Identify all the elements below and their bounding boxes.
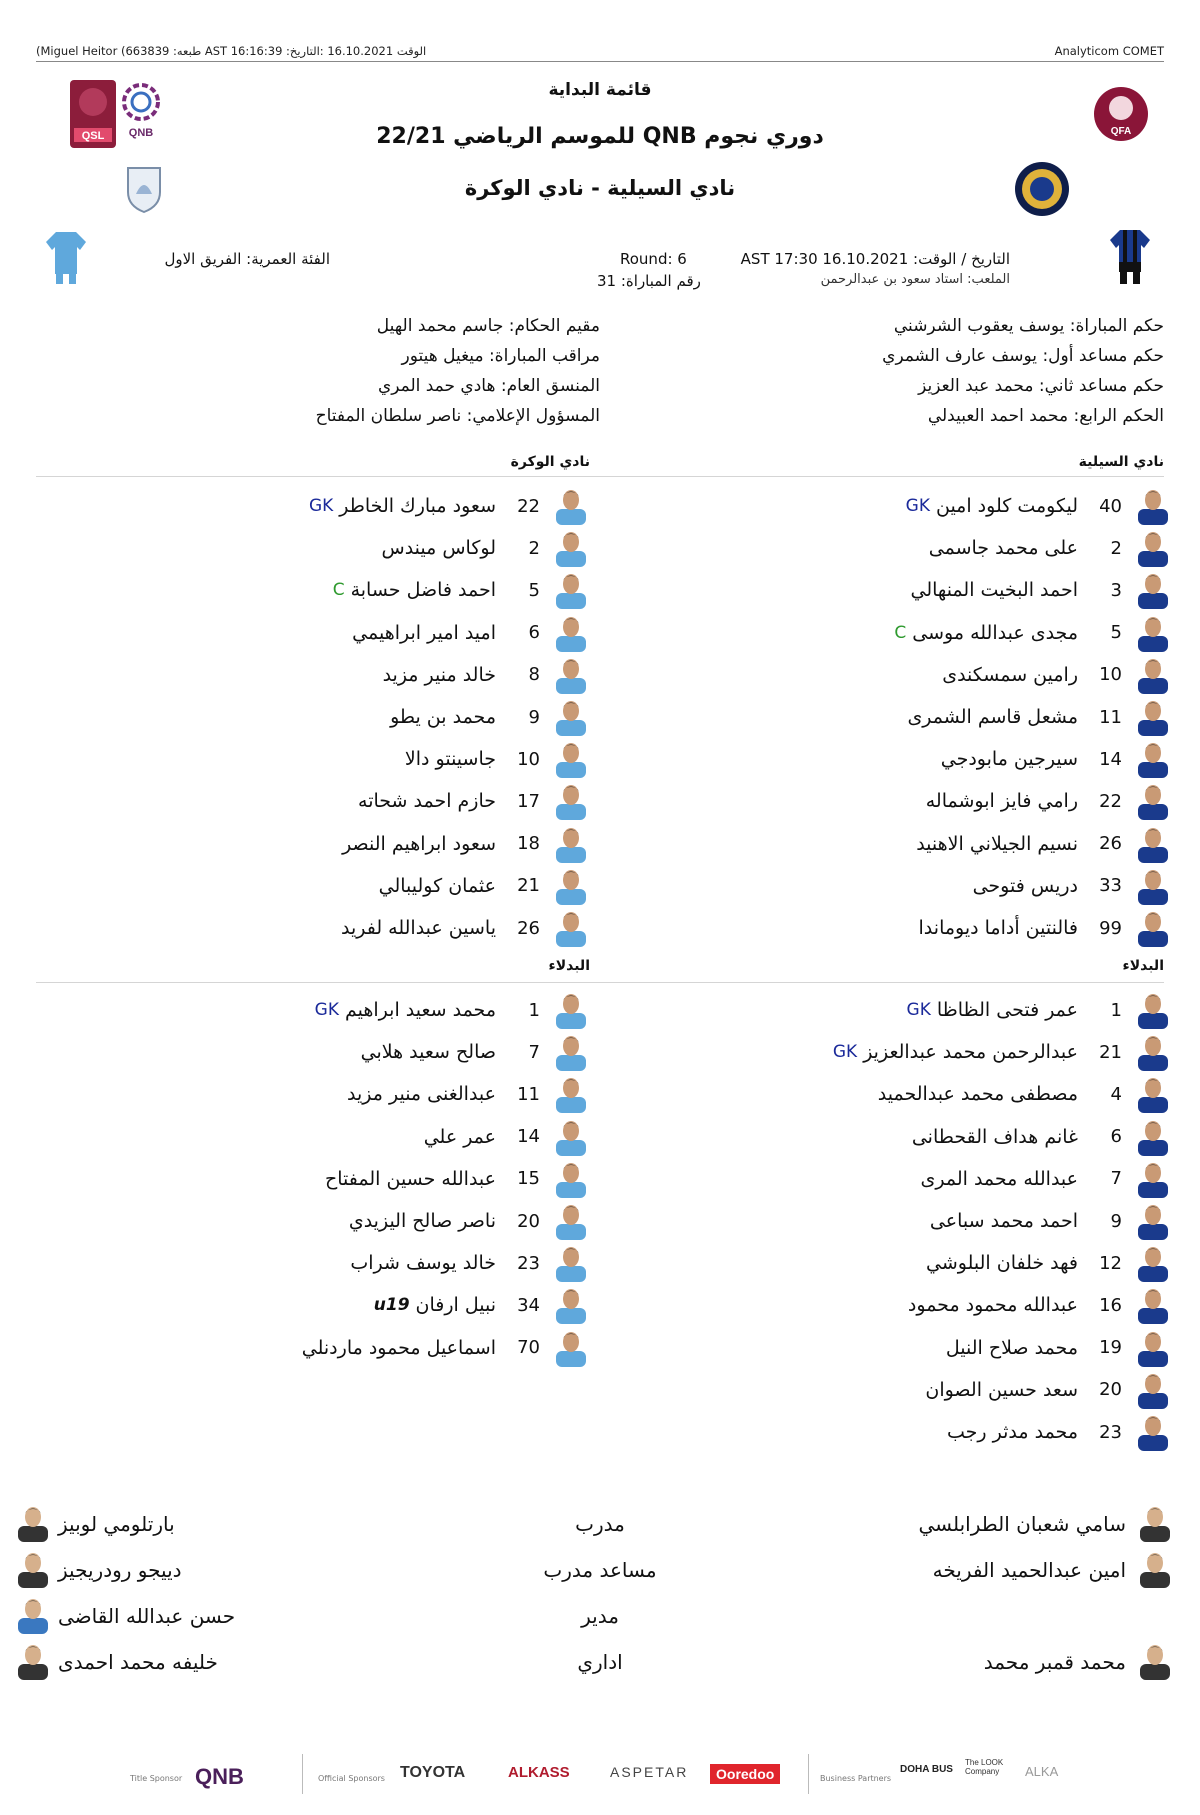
player-name: خالد منير مزيد [382, 663, 496, 686]
player-name: دريس فتوحى [972, 874, 1078, 897]
player-number: 7 [1110, 1168, 1122, 1190]
away-sub-row [48, 1076, 588, 1112]
player-number: 16 [1099, 1294, 1122, 1316]
player-photo [1136, 1413, 1170, 1451]
player-photo [1136, 1118, 1170, 1156]
player-photo [1136, 1033, 1170, 1071]
player-photo [1136, 740, 1170, 778]
player-photo [1136, 867, 1170, 905]
away-kit-icon [46, 230, 86, 286]
ooredoo-sponsor-logo: Ooredoo [710, 1764, 780, 1784]
player-photo [1136, 571, 1170, 609]
player-name: رامي فايز ابوشماله [925, 790, 1078, 813]
print-info-bar [36, 42, 1164, 62]
player-number: 26 [1099, 833, 1122, 855]
player-number: 7 [528, 1041, 540, 1063]
player-name: فالنتين أداما ديوماندا [918, 917, 1078, 939]
player-name: سعود ابراهيم النصر [342, 832, 496, 855]
player-number: 11 [517, 1083, 540, 1105]
player-name: احمد البخيت المنهالي [910, 579, 1078, 602]
player-photo [554, 698, 588, 736]
official-assistant-2: حكم مساعد ثاني: محمد عبد العزيز [918, 376, 1164, 396]
player-photo [554, 1160, 588, 1198]
home-sub-row [630, 1245, 1170, 1281]
official-coordinator: المنسق العام: هادي حمد المري [377, 376, 600, 396]
qsl-logo-text: QSL [81, 130, 105, 142]
player-number: 14 [1099, 748, 1122, 770]
home-subs-header: البدلاء [1122, 958, 1164, 974]
sponsor-divider [808, 1754, 809, 1794]
player-photo [1136, 1160, 1170, 1198]
home-team-header: نادي السيلية [1078, 454, 1164, 470]
player-photo [554, 1033, 588, 1071]
player-name: محمد صلاح النيل [945, 1336, 1078, 1359]
player-number: 26 [517, 917, 540, 939]
away-sub-row [48, 1119, 588, 1155]
away-starter-row [48, 741, 588, 777]
player-number: 2 [1110, 537, 1122, 559]
away-starter-row [48, 783, 588, 819]
home-starter-row [630, 699, 1170, 735]
player-name: عمر علي [423, 1125, 496, 1148]
staff-photo [1138, 1504, 1172, 1546]
staff-photo [16, 1550, 50, 1592]
player-number: 15 [517, 1168, 540, 1190]
player-number: 2 [528, 537, 540, 559]
player-number: 10 [517, 748, 540, 770]
staff-photo [1138, 1550, 1172, 1592]
home-kit-icon [1110, 228, 1150, 286]
player-name: ليكومت كلود امين [935, 495, 1078, 517]
player-photo [1136, 825, 1170, 863]
player-number: 12 [1099, 1252, 1122, 1274]
player-number: 14 [517, 1126, 540, 1148]
staff-role: مدرب [575, 1512, 625, 1536]
sponsor-bar [120, 1752, 1080, 1802]
home-starter-row [630, 741, 1170, 777]
player-number: 21 [1099, 1041, 1122, 1063]
home-sub-row [630, 1414, 1170, 1450]
player-photo [554, 909, 588, 947]
home-sub-row [630, 1330, 1170, 1366]
away-staff-name: بارتلومي لوبيز [58, 1512, 175, 1536]
home-sub-row [630, 1034, 1170, 1070]
player-photo [1136, 1075, 1170, 1113]
player-name: عبدالله محمد المرى [920, 1167, 1078, 1190]
match-number: رقم المباراة: 31 [597, 272, 701, 290]
player-photo [554, 614, 588, 652]
player-name: جاسينتو دالا [404, 748, 496, 771]
player-number: 18 [517, 833, 540, 855]
alkass-sponsor-logo: ALKASS [508, 1764, 570, 1781]
player-photo [1136, 1244, 1170, 1282]
player-name: فهد خلفان البلوشي [926, 1252, 1078, 1275]
player-photo [1136, 656, 1170, 694]
staff-photo [16, 1596, 50, 1638]
away-starter-row [48, 572, 588, 608]
official-assessor: مقيم الحكام: جاسم محمد الهيل [376, 316, 600, 336]
player-name: سيرجين مابودجي [940, 748, 1078, 771]
player-photo [554, 1329, 588, 1367]
official-media: المسؤول الإعلامي: ناصر سلطان المفتاح [315, 406, 600, 426]
home-sub-row [630, 1287, 1170, 1323]
home-starter-row [630, 615, 1170, 651]
title-sponsor-label: Title Sponsor [130, 1774, 183, 1783]
player-number: 6 [1110, 1126, 1122, 1148]
player-photo [554, 867, 588, 905]
away-sub-row [48, 1330, 588, 1366]
player-name: سعد حسين الصوان [925, 1378, 1078, 1401]
player-number: 9 [528, 706, 540, 728]
player-number: 23 [517, 1252, 540, 1274]
player-name: عبدالله محمود محمود [907, 1294, 1078, 1317]
home-sub-row [630, 1076, 1170, 1112]
player-name: مجدى عبدالله موسى [912, 621, 1078, 644]
player-number: 40 [1099, 495, 1122, 517]
player-photo [554, 1075, 588, 1113]
player-name: حازم احمد شحاته [358, 790, 496, 813]
player-number: 34 [517, 1294, 540, 1316]
player-number: 20 [517, 1210, 540, 1232]
provider-label: Analyticom COMET [1054, 44, 1164, 58]
player-name: ياسين عبدالله لفريد [340, 917, 496, 939]
away-sub-row [48, 1203, 588, 1239]
player-photo [554, 1118, 588, 1156]
player-number: 70 [517, 1337, 540, 1359]
player-number: 20 [1099, 1379, 1122, 1401]
player-photo [554, 656, 588, 694]
player-name: محمد سعيد ابراهيم [345, 999, 496, 1021]
goalkeeper-tag: GK [905, 496, 930, 516]
player-number: 3 [1110, 579, 1122, 601]
match-title: نادي السيلية - نادي الوكرة [464, 176, 736, 200]
u19-tag: u19 [373, 1295, 410, 1316]
player-number: 11 [1099, 706, 1122, 728]
away-starter-row [48, 826, 588, 862]
player-number: 6 [528, 622, 540, 644]
away-staff-name: خليفه محمد احمدى [58, 1650, 218, 1674]
aspetar-sponsor-logo: ASPETAR [610, 1764, 689, 1780]
sponsor-divider [302, 1754, 303, 1794]
away-starter-row [48, 868, 588, 904]
player-photo [1136, 991, 1170, 1029]
away-starter-row [48, 615, 588, 651]
player-photo [1136, 909, 1170, 947]
player-number: 33 [1099, 875, 1122, 897]
home-starter-row [630, 868, 1170, 904]
player-photo [554, 571, 588, 609]
player-photo [1136, 782, 1170, 820]
player-name: سعود مبارك الخاطر [339, 495, 496, 517]
player-number: 1 [1110, 999, 1122, 1021]
player-number: 5 [1110, 622, 1122, 644]
official-referee: حكم المباراة: يوسف يعقوب الشرشني [893, 316, 1164, 336]
player-name: صالح سعيد هلابي [360, 1041, 496, 1064]
qnb-sponsor-logo: QNB [195, 1764, 244, 1789]
goalkeeper-tag: GK [906, 1000, 931, 1020]
official-assistant-1: حكم مساعد أول: يوسف عارف الشمري [882, 346, 1164, 366]
away-staff-name: حسن عبدالله القاضى [58, 1604, 236, 1628]
home-staff-name: سامي شعبان الطرابلسي [918, 1512, 1126, 1536]
home-starter-row [630, 783, 1170, 819]
home-starter-row [630, 572, 1170, 608]
player-name: عثمان كوليبالي [378, 874, 496, 897]
player-name: عبدالغنى منير مزيد [347, 1083, 496, 1106]
print-info: (Miguel Heitor (663839 :طبعه AST 16:16:39 :الوقت 16.10.2021 :التاريخ [36, 44, 427, 58]
league-title: دوري نجوم QNB للموسم الرياضي 22/21 [376, 124, 824, 149]
player-photo [554, 825, 588, 863]
player-photo [1136, 1329, 1170, 1367]
player-photo [1136, 487, 1170, 525]
player-number: 19 [1099, 1337, 1122, 1359]
goalkeeper-tag: GK [308, 496, 334, 516]
player-photo [1136, 698, 1170, 736]
staff-role: مساعد مدرب [543, 1558, 657, 1582]
qnb-logo-text: QNB [128, 127, 154, 139]
player-name: نبيل ارفان [415, 1294, 496, 1317]
player-name: ناصر صالح اليزيدي [348, 1210, 496, 1232]
away-starter-row [48, 488, 588, 524]
home-sub-row [630, 1203, 1170, 1239]
player-photo [554, 487, 588, 525]
staff-role: اداري [577, 1650, 623, 1674]
player-photo [554, 1202, 588, 1240]
goalkeeper-tag: GK [314, 1000, 339, 1020]
away-sub-row [48, 1245, 588, 1281]
home-starter-row [630, 910, 1170, 946]
player-number: 9 [1110, 1210, 1122, 1232]
stadium: الملعب: استاد سعود بن عبدالرحمن [820, 272, 1010, 287]
official-match-commissioner: مراقب المباراة: ميغيل هيتور [401, 346, 600, 366]
home-staff-name: امين عبدالحميد الفريخه [932, 1558, 1126, 1582]
look-company-sponsor-logo: The LOOK Company [965, 1758, 1004, 1776]
player-number: 21 [517, 875, 540, 897]
player-number: 5 [528, 579, 540, 601]
home-starter-row [630, 530, 1170, 566]
player-name: رامين سمسكندى [942, 663, 1078, 686]
home-sub-row [630, 992, 1170, 1028]
home-staff-name: محمد قمبر محمد [983, 1650, 1126, 1674]
player-photo [554, 740, 588, 778]
player-photo [1136, 529, 1170, 567]
player-photo [1136, 1202, 1170, 1240]
player-name: احمد محمد سباعى [929, 1210, 1078, 1232]
divider [36, 982, 1164, 983]
player-number: 99 [1099, 917, 1122, 939]
home-sub-row [630, 1119, 1170, 1155]
staff-photo [16, 1642, 50, 1684]
away-sub-row [48, 992, 588, 1028]
player-name: اسماعيل محمود ماردنلي [301, 1336, 496, 1359]
business-partners-label: Business Partners [820, 1774, 892, 1783]
player-number: 1 [528, 999, 540, 1021]
dohabus-sponsor-logo: DOHA BUS [900, 1764, 953, 1775]
player-photo [554, 1244, 588, 1282]
captain-tag: C [332, 580, 345, 601]
player-name: نسيم الجيلاني الاهنيد [916, 832, 1078, 855]
home-starter-row [630, 657, 1170, 693]
player-name: على محمد جاسمى [928, 537, 1078, 560]
player-name: عبدالله حسين المفتاح [324, 1167, 496, 1190]
official-sponsors-label: Official Sponsors [318, 1774, 385, 1783]
home-sub-row [630, 1161, 1170, 1197]
player-name: مشعل قاسم الشمرى [907, 706, 1078, 728]
divider [36, 476, 1164, 477]
player-name: احمد فاضل حسابة [350, 579, 496, 602]
staff-photo [16, 1504, 50, 1546]
official-fourth: الحكم الرابع: محمد احمد العبيدلي [927, 406, 1164, 426]
staff-role: مدير [581, 1604, 619, 1628]
player-number: 23 [1099, 1421, 1122, 1443]
match-datetime: التاريخ / الوقت: AST 17:30 16.10.2021 [740, 250, 1010, 268]
player-name: اميد امير ابراهيمي [352, 621, 496, 644]
toyota-sponsor-logo: TOYOTA [400, 1764, 466, 1781]
away-starter-row [48, 910, 588, 946]
home-starter-row [630, 826, 1170, 862]
player-name: لوكاس ميندس [381, 537, 496, 560]
goalkeeper-tag: GK [832, 1042, 858, 1063]
away-sub-row [48, 1287, 588, 1323]
player-photo [1136, 1371, 1170, 1409]
away-starter-row [48, 530, 588, 566]
home-sub-row [630, 1372, 1170, 1408]
alka-sponsor-logo: ALKA [1025, 1764, 1059, 1779]
age-category: الفئة العمرية: الفريق الاول [164, 250, 330, 268]
player-name: عبدالرحمن محمد عبدالعزيز [863, 1041, 1078, 1064]
round-label: Round: 6 [620, 250, 687, 268]
player-photo [554, 991, 588, 1029]
away-sub-row [48, 1161, 588, 1197]
away-starter-row [48, 699, 588, 735]
player-number: 22 [1099, 790, 1122, 812]
player-name: عمر فتحى الظاظا [936, 999, 1078, 1021]
player-name: محمد مدثر رجب [947, 1421, 1078, 1443]
away-staff-name: دييجو رودريجيز [58, 1558, 182, 1582]
away-team-header: نادي الوكرة [510, 454, 590, 470]
captain-tag: C [894, 622, 907, 643]
player-photo [1136, 614, 1170, 652]
player-name: غانم هداف القحطانى [911, 1125, 1078, 1148]
away-subs-header: البدلاء [548, 958, 590, 974]
player-name: مصطفى محمد عبدالحميد [877, 1083, 1078, 1106]
qfa-logo-text: QFA [1110, 126, 1132, 137]
staff-photo [1138, 1642, 1172, 1684]
player-number: 22 [517, 495, 540, 517]
player-photo [554, 1286, 588, 1324]
player-number: 10 [1099, 664, 1122, 686]
player-photo [554, 782, 588, 820]
away-sub-row [48, 1034, 588, 1070]
player-photo [554, 529, 588, 567]
player-photo [1136, 1286, 1170, 1324]
home-starter-row [630, 488, 1170, 524]
page-title: قائمة البداية [548, 80, 652, 100]
player-name: محمد بن يطو [390, 706, 496, 728]
player-name: خالد يوسف شراب [350, 1252, 496, 1275]
player-number: 4 [1110, 1083, 1122, 1105]
away-starter-row [48, 657, 588, 693]
player-number: 8 [528, 664, 540, 686]
player-number: 17 [517, 790, 540, 812]
